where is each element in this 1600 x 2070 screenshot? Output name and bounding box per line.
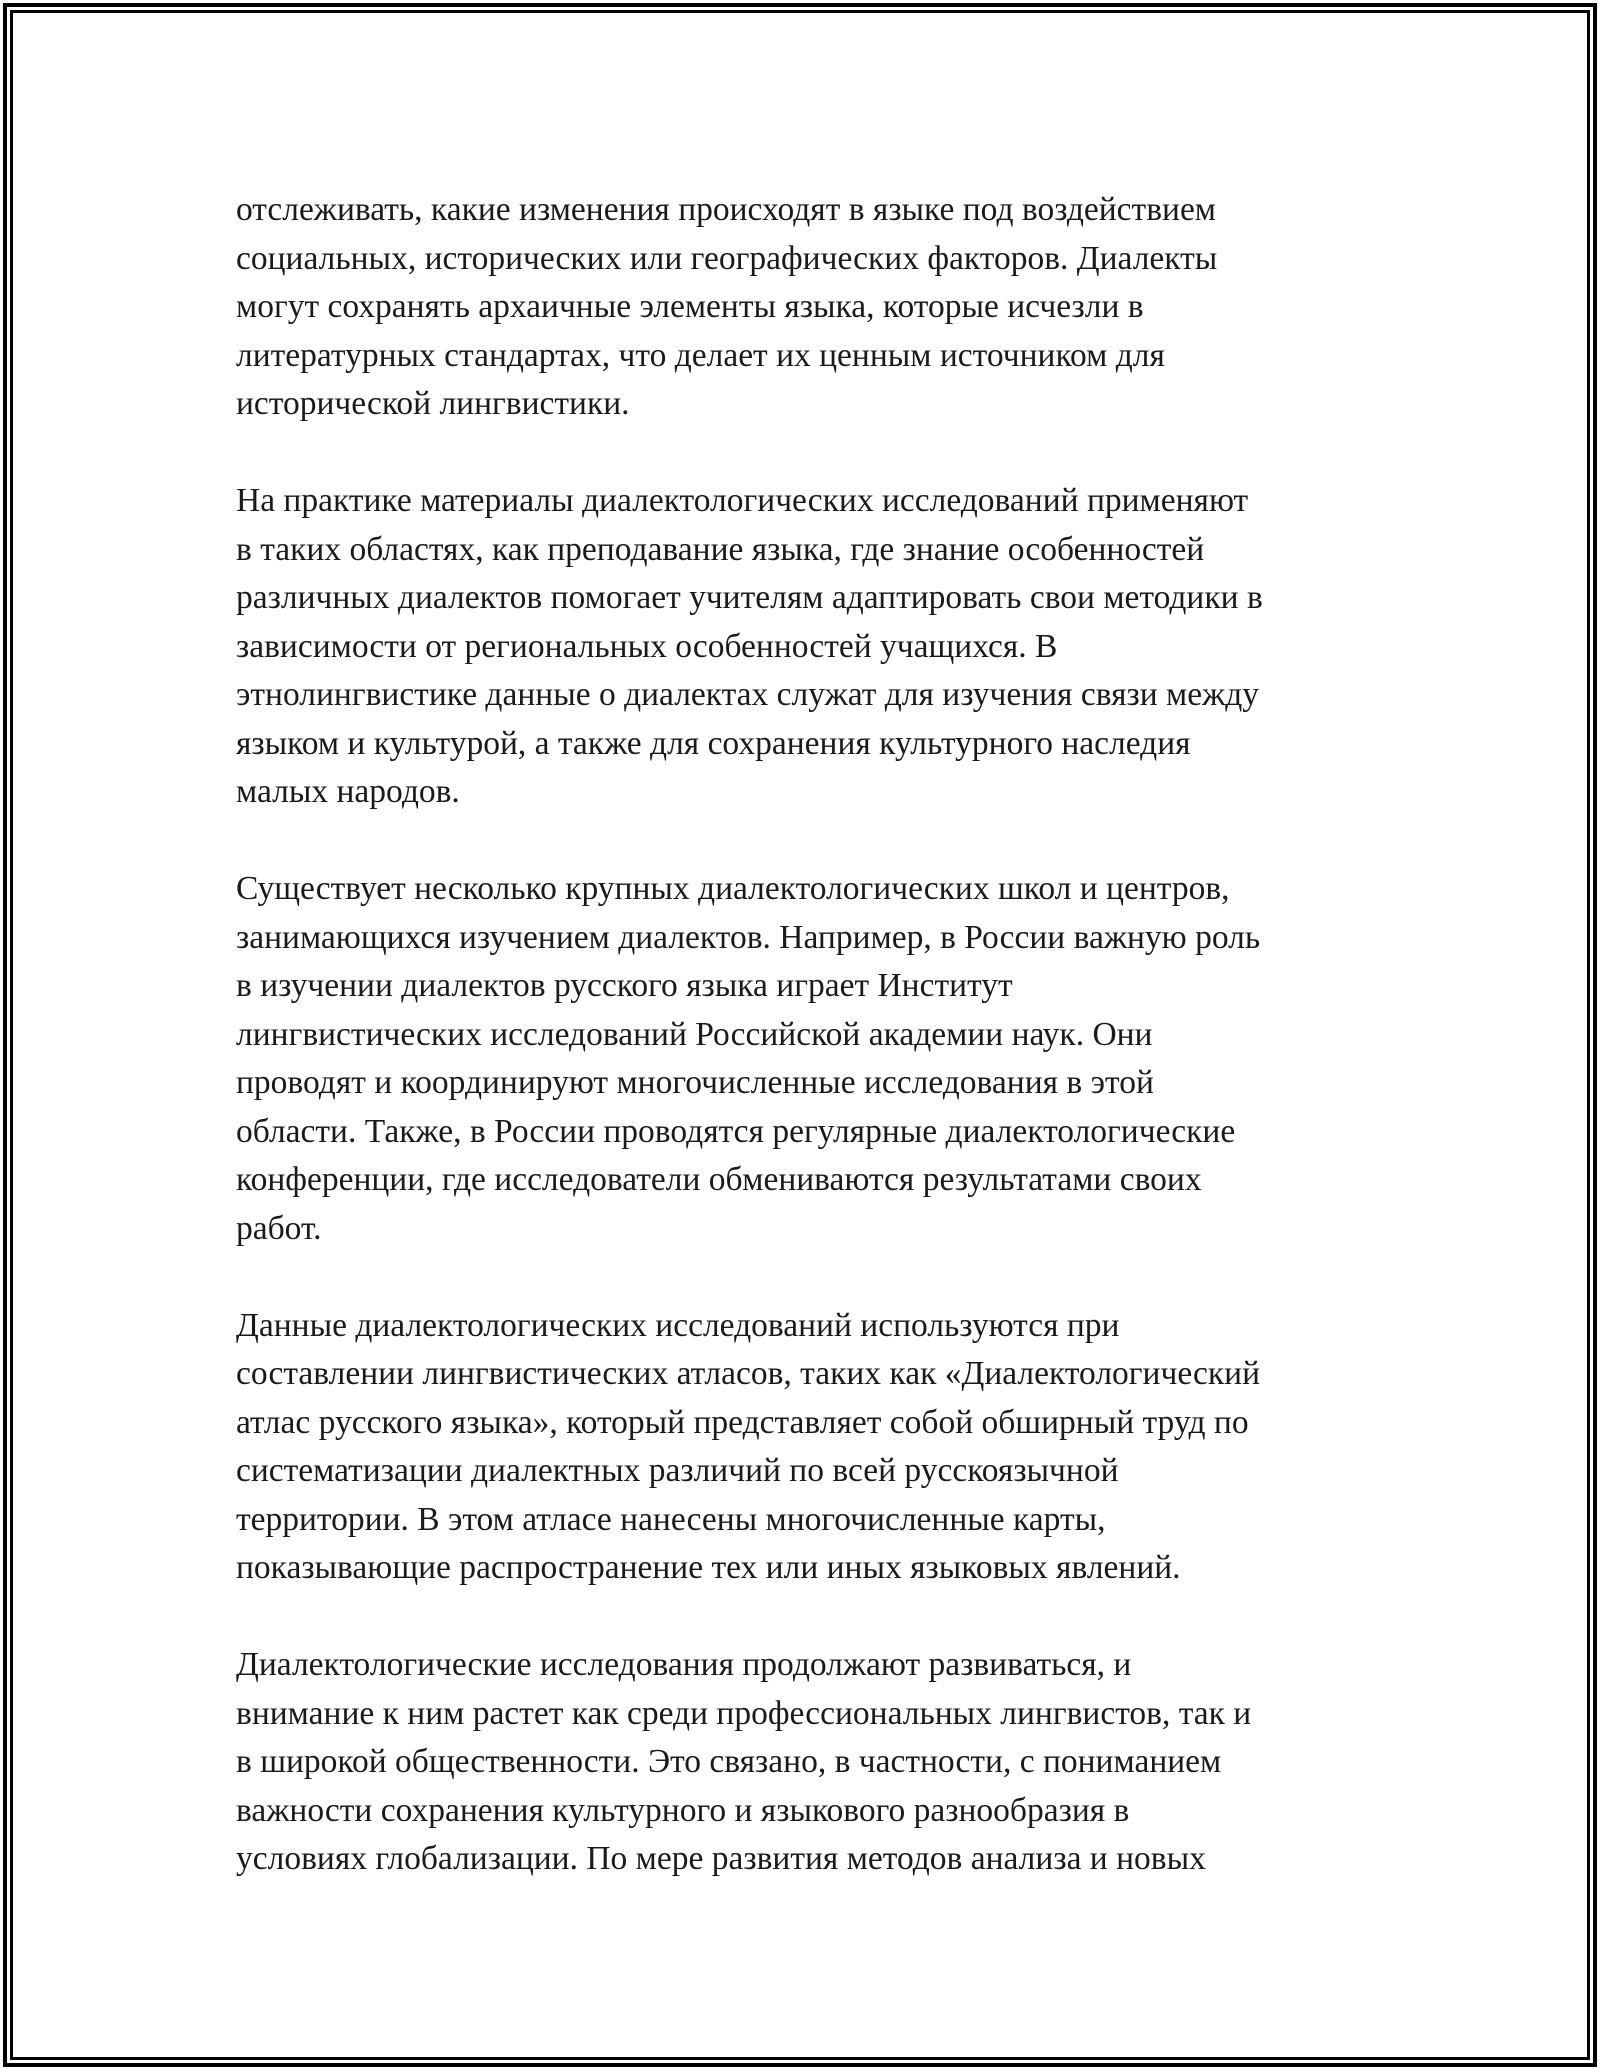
text-line: в широкой общественности. Это связано, в частности, с пониманием xyxy=(236,1743,1222,1780)
text-line: систематизации диалектных различий по всей русскоязычной xyxy=(236,1452,1119,1489)
text-line: важности сохранения культурного и языкового разнообразия в xyxy=(236,1791,1130,1829)
text-line: языком и культурой, а также для сохранения культурного наследия xyxy=(236,724,1191,762)
text-line: в изучении диалектов русского языка играет Институт xyxy=(236,967,1013,1004)
text-line: конференции, где исследователи обмениваются результатами своих xyxy=(236,1161,1202,1198)
text-line: литературных стандартах, что делает их ценным источником для xyxy=(236,336,1165,374)
text-line: Диалектологические исследования продолжают развиваться, и xyxy=(236,1646,1132,1683)
text-line: этнолингвистике данные о диалектах служат для изучения связи между xyxy=(236,676,1260,713)
text-line: территории. В этом атласе нанесены многочисленные карты, xyxy=(236,1500,1106,1538)
text-line: проводят и координируют многочисленные исследования в этой xyxy=(236,1064,1154,1101)
text-line: области. Также, в России проводятся регулярные диалектологические xyxy=(236,1112,1236,1150)
text-line: атлас русского языка», который представляет собой обширный труд по xyxy=(236,1403,1249,1441)
paragraph-1 xyxy=(236,186,1386,429)
text-line: внимание к ним растет как среди профессиональных лингвистов, так и xyxy=(236,1694,1252,1732)
paragraph-4 xyxy=(236,1302,1386,1593)
paragraph-5 xyxy=(236,1641,1386,1884)
text-line: занимающихся изучением диалектов. Например, в России важную роль xyxy=(236,918,1261,956)
document-body xyxy=(236,186,1386,1932)
text-line: работ. xyxy=(236,1209,322,1247)
paragraph-2 xyxy=(236,477,1386,817)
text-line: различных диалектов помогает учителям адаптировать свои методики в xyxy=(236,579,1263,616)
text-line: социальных, исторических или географических факторов. Диалекты xyxy=(236,239,1218,277)
text-line: условиях глобализации. По мере развития методов анализа и новых xyxy=(236,1840,1206,1877)
paragraph-3 xyxy=(236,865,1386,1253)
text-line: отслеживать, какие изменения происходят в языке под воздействием xyxy=(236,191,1217,228)
text-line: зависимости от региональных особенностей учащихся. В xyxy=(236,627,1058,665)
text-line: На практике материалы диалектологических исследований применяют xyxy=(236,482,1249,519)
text-line: Существует несколько крупных диалектологических школ и центров, xyxy=(236,870,1230,907)
text-line: показывающие распространение тех или иных языковых явлений. xyxy=(236,1549,1181,1586)
text-line: малых народов. xyxy=(236,773,460,810)
text-line: могут сохранять архаичные элементы языка, которые исчезли в xyxy=(236,288,1144,325)
text-line: Данные диалектологических исследований используются при xyxy=(236,1306,1120,1344)
text-line: составлении лингвистических атласов, таких как «Диалектологический xyxy=(236,1355,1261,1392)
text-line: в таких областях, как преподавание языка, где знание особенностей xyxy=(236,530,1205,568)
text-line: лингвистических исследований Российской академии наук. Они xyxy=(236,1015,1153,1053)
text-line: исторической лингвистики. xyxy=(236,385,630,422)
